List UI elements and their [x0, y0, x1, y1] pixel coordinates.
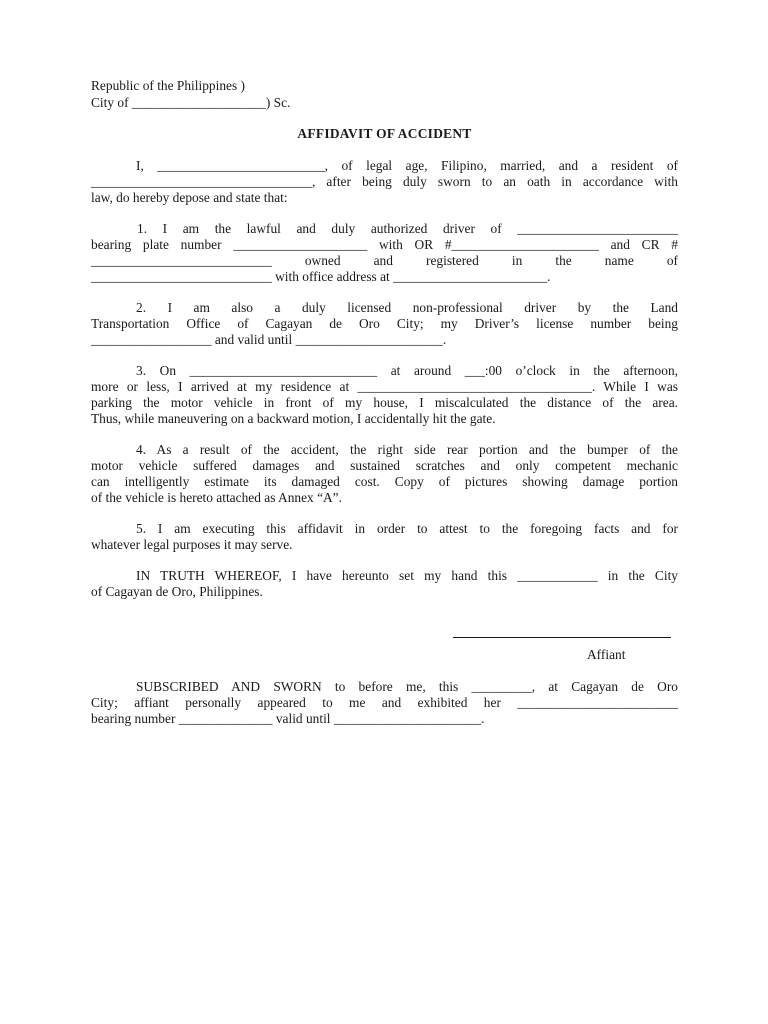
para4-line-4: of the vehicle is hereto attached as Annex “A”. [91, 490, 342, 505]
truth-line-1: IN TRUTH WHEREOF, I have hereunto set my hand this ____________ in the City [136, 568, 678, 583]
para2-line-2: Transportation Office of Cagayan de Oro City; my Driver’s license number being [91, 316, 678, 331]
sworn-line-2: City; affiant personally appeared to me and exhibited her ________________________ [91, 695, 678, 710]
para4-line-1: 4. As a result of the accident, the right side rear portion and the bumper of the [136, 442, 678, 457]
intro-line-1: I, _________________________, of legal age, Filipino, married, and a resident of [136, 158, 678, 173]
header-republic: Republic of the Philippines ) [91, 78, 245, 93]
para1-line-1: 1. I am the lawful and duly authorized driver of ________________________ [137, 221, 678, 236]
para3-line-1: 3. On ____________________________ at around ___:00 o’clock in the afternoon, [136, 363, 678, 378]
affiant-label: Affiant [587, 647, 626, 662]
sworn-line-1: SUBSCRIBED AND SWORN to before me, this _________, at Cagayan de Oro [136, 679, 678, 694]
affiant-signature-line [453, 637, 671, 638]
intro-line-3: law, do hereby depose and state that: [91, 190, 288, 205]
para2-line-1: 2. I am also a duly licensed non-professional driver by the Land [136, 300, 678, 315]
para3-line-3: parking the motor vehicle in front of my house, I miscalculated the distance of the area. [91, 395, 678, 410]
para5-line-2: whatever legal purposes it may serve. [91, 537, 293, 552]
sworn-line-3: bearing number ______________ valid until ______________________. [91, 711, 485, 726]
para1-line-4: ___________________________ with office address at _______________________. [91, 269, 551, 284]
document-title: AFFIDAVIT OF ACCIDENT [297, 126, 472, 141]
para2-line-3: __________________ and valid until ______________________. [91, 332, 447, 347]
intro-line-2: _________________________________, after being duly sworn to an oath in accordance with [91, 174, 678, 189]
para1-line-2: bearing plate number ____________________ with OR #______________________ and CR # [91, 237, 678, 252]
para3-line-4: Thus, while maneuvering on a backward motion, I accidentally hit the gate. [91, 411, 496, 426]
para1-line-3: ___________________________ owned and registered in the name of [91, 253, 678, 268]
header-city: City of ____________________) Sc. [91, 95, 291, 110]
para4-line-3: can intelligently estimate its damaged cost. Copy of pictures showing damage portion [91, 474, 678, 489]
truth-line-2: of Cagayan de Oro, Philippines. [91, 584, 263, 599]
para3-line-2: more or less, I arrived at my residence at ___________________________________. While I was [91, 379, 678, 394]
para4-line-2: motor vehicle suffered damages and sustained scratches and only competent mechanic [91, 458, 678, 473]
para5-line-1: 5. I am executing this affidavit in order to attest to the foregoing facts and for [136, 521, 678, 536]
